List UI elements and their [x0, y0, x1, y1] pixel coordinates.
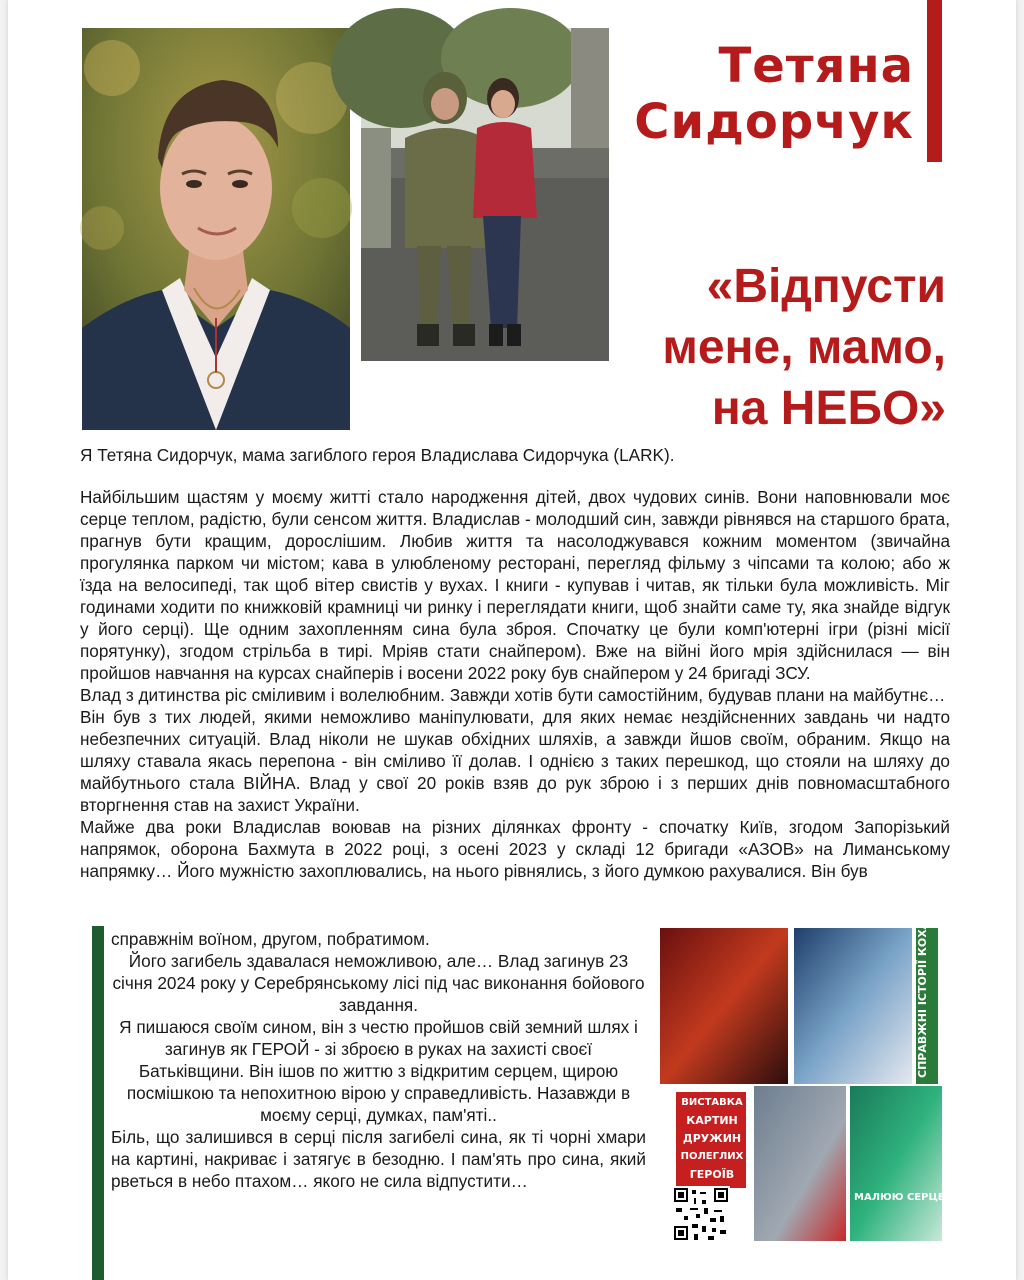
poster-title-top [658, 893, 955, 1082]
paragraph: справжнім воїном, другом, побратимом. [111, 929, 430, 949]
paragraph: Його загибель здавалася неможливою, але… Влад загинув 23 січня 2024 року у Серебрянському лісі під час виконання бойового завдання. [112, 951, 645, 1015]
quote-line: «Відпусти [706, 260, 946, 313]
author-first-name: Тетяна [718, 38, 914, 94]
intro-line: Я Тетяна Сидорчук, мама загиблого героя Владислава Сидорчука (LARK). [80, 445, 675, 465]
quote-line: на НЕБО» [711, 382, 946, 435]
author-name [634, 38, 914, 150]
poster-line: ПОЛЕГЛИХ [680, 1151, 744, 1162]
poster-caption: МАЛЮЮ СЕРЦЕМ [854, 1192, 955, 1203]
paragraph: Влад з дитинства ріс сміливим і волелюбним. Завжди хотів бути самостійним, будував плани на майбутнє… [80, 685, 946, 705]
paragraph: Я пишаюся своїм сином, він з честю пройшов свій земний шлях і загинув як ГЕРОЙ - зі зброєю в руках на захисті своєї Батьківщини. Він ішов по життю з відкритим серцем, щирою посмішкою та непохитною вірою у справедливість. Назавжди в моєму серці, думках, пам'яті.. [119, 1017, 638, 1125]
poster-line: КАРТИН [686, 1114, 738, 1127]
portrait-photo [82, 28, 350, 430]
paragraph: Він був з тих людей, якими неможливо маніпулювати, для яких немає нездійсненних завдань чи надто небезпечних ситуацій. Влад ніколи не шукав обхідних шляхів, а завжди йшов своїм, обраним. Якщо на шляху ставала якась перепона - він сміливо її долав. І однією з таких перешкод, що стояли на шляху до майбутнього стала ВІЙНА. Влад у свої 20 років взяв до рук зброю і з перших днів повномасштабного вторгнення став на захист України. [80, 707, 950, 815]
quote-line: мене, мамо, [662, 321, 946, 374]
headline-quote [662, 256, 946, 439]
poster-exhibition-label [680, 1094, 744, 1184]
poster-line: ВИСТАВКА [681, 1097, 743, 1108]
paragraph: Біль, що залишився в серці після загибелі сина, як ті чорні хмари на картині, накриває і затягує в безодню. І пам'ять про сина, який рветься в небо птахом… якого не сила відпустити… [111, 1127, 646, 1191]
accent-red-bar [927, 0, 942, 162]
poster-line: ГЕРОЇВ [689, 1168, 735, 1181]
paragraph: Майже два роки Владислав воював на різних ділянках фронту - спочатку Київ, згодом Запорізький напрямок, оборона Бахмута в 2022 році, з осені 2023 у складі 12 бригади «АЗОВ» на Лиманському напрямку… Його мужністю захоплювались, на нього рівнялись, з його думкою рахувалися. Він був [80, 817, 950, 881]
page-sheet [8, 0, 1016, 1280]
mother-son-photo [361, 28, 609, 361]
poster-side-text: СПРАВЖНІ ІСТОРІЇ КОХАННЯ [916, 893, 929, 1078]
paragraph: Найбільшим щастям у моєму житті стало народження дітей, двох чудових синів. Вони наповнювали моє серце теплом, радістю, були сенсом життя. Владислав - молодший син, завжди рівнявся на старшого брата, прагнув бути кращим, дорослішим. Любив життя та насолоджувався кожним моментом (звичайна прогулянка парком чи містом; кава в улюбленому ресторані, перегляд фільму з чіпсами та колою; або ж їзда на велосипеді, так щоб вітер свистів у вухах. І книги - купував і читав, як тільки була можливість. Міг годинами ходити по книжковій крамниці чи ринку і переглядати книги, щоб знайти саме ту, яка знайде відгук у його серці). Ще одним захопленням сина була зброя. Спочатку це були комп'ютерні ігри (різні місії порятунку), згодом стрільба в тирі. Мріяв стати снайпером). Вже на війні його мрія здійснилася — він пройшов навчання на курсах снайперів і восени 2022 року був снайпером у 24 бригаді ЗСУ. [80, 487, 950, 683]
poster-title-bottom [754, 1088, 930, 1238]
accent-green-bar [92, 926, 104, 1280]
author-last-name: Сидорчук [634, 94, 914, 150]
article-body-narrow [111, 928, 646, 1192]
poster-line: ДРУЖИН [682, 1132, 742, 1145]
qr-code[interactable] [672, 1186, 730, 1242]
article-body-wide [80, 486, 950, 882]
